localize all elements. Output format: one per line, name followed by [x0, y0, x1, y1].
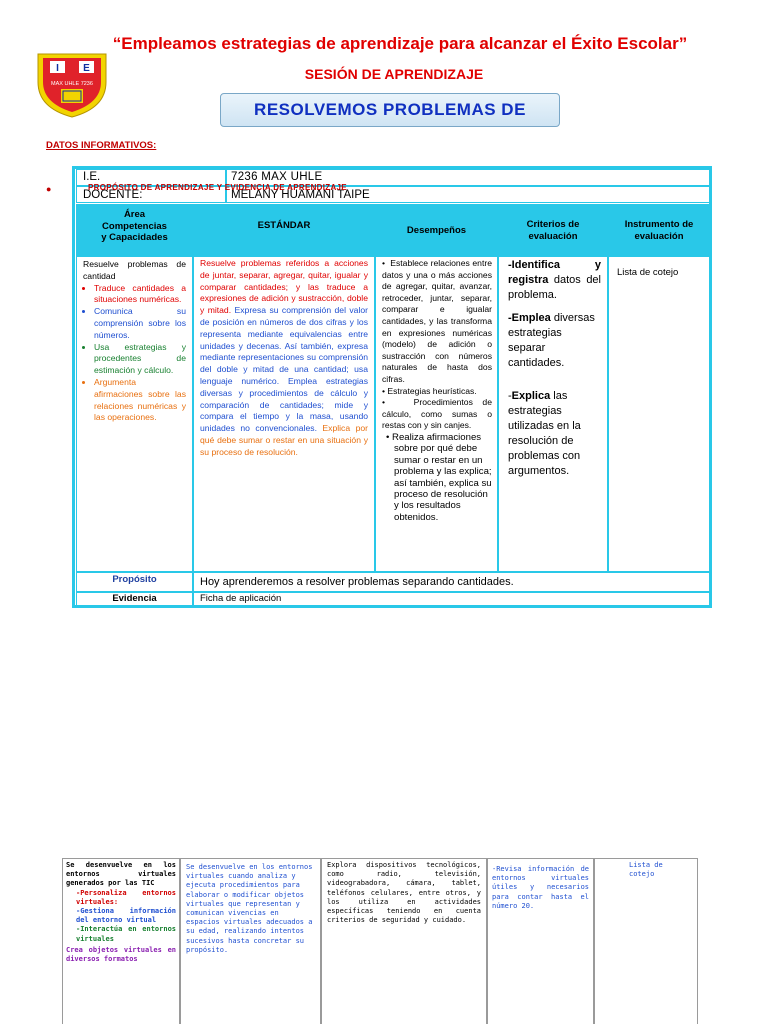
bottom-col1-item-interactua: -Interactúa en entornos virtuales — [76, 925, 176, 943]
bottom-col-instrumento — [594, 858, 698, 1024]
school-logo — [36, 52, 108, 118]
header-area — [76, 204, 193, 256]
area-item-argumenta: • Argumenta afirmaciones sobre las relaciones numéricas y las operaciones. — [94, 377, 186, 424]
desempeno-2: • Estrategias heurísticas. — [382, 385, 477, 396]
evidencia-value-cell — [193, 592, 710, 606]
header-instrumento-text: Instrumento de evaluación — [624, 219, 694, 242]
bottom-col1-item-gestiona: -Gestiona información del entorno virtual — [76, 907, 176, 925]
desempeno-4: • Realiza afirmaciones sobre por qué debe sumar o restar en un problema y las explica; así también, explica su proceso de resolución y los resultados obtenidos. — [386, 431, 492, 523]
criterio-identifica: -Identifica y registra datos del problema. — [508, 259, 601, 301]
proposito-section-heading: PROPÓSITO DE APRENDIZAJE Y EVIDENCIA DE APRENDIZAJE — [88, 183, 347, 192]
svg-text:I: I — [56, 63, 59, 74]
session-title: SESIÓN DE APRENDIZAJE — [304, 66, 484, 82]
datos-informativos-label: DATOS INFORMATIVOS: — [46, 140, 157, 151]
area-intro: Resuelve problemas de cantidad — [83, 259, 186, 281]
estandar-blue: Expresa su comprensión del valor de posición en números de dos cifras y los representa mediante equivalencias entre unidades y decenas. Así también, expresa mediante representaciones su comprensión del doble y mitad de una cantidad; usa lenguaje numérico. — [200, 305, 369, 386]
bottom-col-estandar — [180, 858, 321, 1024]
header-instrumento — [608, 204, 710, 256]
bottom-col-desempenos — [321, 858, 487, 1024]
bottom-col-competencias — [62, 858, 180, 1024]
bottom-col1-item-personaliza: -Personaliza entornos virtuales: — [76, 888, 176, 906]
bottom-col1-crea: Crea objetos virtuales en diversos formatos — [66, 945, 176, 964]
header-desempenos-text: Desempeños — [406, 225, 467, 236]
bottom-col3-text: Explora dispositivos tecnológicos, como radio, televisión, videograbadora, cámara, tablet, teléfonos celulares, entre otros, y los utiliza en actividades específicas teniendo en cuenta criterios de seguridad y cuidado. — [327, 861, 481, 925]
desempeno-1: • Establece relaciones entre datos y una o más acciones de agregar, quitar, avanzar, retroceder, juntar, separar, comparar e igualar cantidades, y las transforma en expresiones numéricas (modelo) de adición o sustracción con números naturales de hasta dos cifras. — [382, 258, 492, 384]
proposito-value: Hoy aprenderemos a resolver problemas separando cantidades. — [200, 576, 514, 588]
header-criterios — [498, 204, 608, 256]
document-title: “Empleamos estrategias de aprendizaje para alcanzar el Éxito Escolar” — [112, 34, 688, 53]
header-estandar-text: ESTÁNDAR — [257, 220, 311, 231]
ie-label: I.E. — [83, 171, 101, 183]
docente-label: DOCENTE: — [83, 189, 143, 201]
desempeno-3: • Procedimientos de cálculo, como sumas o restas con y sin canjes. — [382, 397, 492, 431]
bottom-col1-intro: Se desenvuelve en los entornos virtuales generados por las TIC — [66, 861, 176, 888]
proposito-value-cell — [193, 572, 710, 592]
svg-text:MAX UHLE 7236: MAX UHLE 7236 — [51, 81, 93, 87]
header-criterios-text: Criterios de evaluación — [526, 219, 580, 242]
docente-value: MELANY HUAMANI TAIPE — [231, 189, 370, 201]
bottom-col4-text: -Revisa información de entornos virtuales útiles y necesarios para contar hasta el número 20. — [492, 865, 589, 910]
estandar-red: Resuelve problemas referidos a acciones de juntar, separar, agregar, quitar, igualar y comparar cantidades; y las traduce a expresiones de adición y sustracción, doble y mitad. — [200, 258, 368, 316]
desempenos-cell — [375, 256, 498, 572]
header-area-text: Área Competencias y Capacidades — [101, 209, 168, 243]
header-desempenos — [375, 204, 498, 256]
criterio-emplea: -Emplea diversas estrategias separar cantidades. — [508, 312, 595, 369]
topic-banner: RESOLVEMOS PROBLEMAS DE — [220, 93, 560, 127]
estandar-orange: Explica por qué debe sumar o restar en una situación y su proceso de resolución. — [200, 423, 368, 457]
bottom-col2-text: Se desenvuelve en los entornos virtuales cuando analiza y ejecuta procedimientos para elaborar o modificar objetos virtuales que representan y comunican vivencias en espacios virtuales adecuados a su edad, realizando intentos sucesivos hasta concretar su propósito. — [186, 863, 313, 954]
estandar-cell — [193, 256, 375, 572]
proposito-label: Propósito — [112, 574, 157, 585]
criterios-cell — [498, 256, 608, 572]
criterio-explica: -Explica las estrategias utilizadas en la resolución de problemas con argumentos. — [508, 390, 581, 477]
instrumento-cell — [608, 256, 710, 572]
proposito-label-cell — [76, 572, 193, 592]
evidencia-label: Evidencia — [112, 593, 157, 604]
area-item-comunica: • Comunica su comprensión sobre los números. — [94, 306, 186, 341]
estandar-green: Emplea estrategias diversas y procedimientos de cálculo y comparación de cantidades; mide y compara el tiempo y la masa, usando unidades no convencionales. — [200, 375, 368, 434]
svg-text:E: E — [83, 63, 90, 74]
evidencia-label-cell — [76, 592, 193, 606]
ie-value: 7236 MAX UHLE — [231, 171, 323, 183]
evidencia-value: Ficha de aplicación — [200, 593, 282, 604]
area-cell — [76, 256, 193, 572]
area-item-traduce: • Traduce cantidades a situaciones numéricas. — [94, 283, 186, 307]
bottom-col-criterios — [487, 858, 594, 1024]
area-item-usa: • Usa estrategias y procedentes de estimación y cálculo. — [94, 342, 186, 377]
instrumento-value: Lista de cotejo — [617, 267, 679, 278]
bottom-col5-text: Lista de cotejo — [629, 861, 663, 879]
header-estandar — [193, 204, 375, 256]
bullet-dot: ● — [46, 184, 52, 194]
